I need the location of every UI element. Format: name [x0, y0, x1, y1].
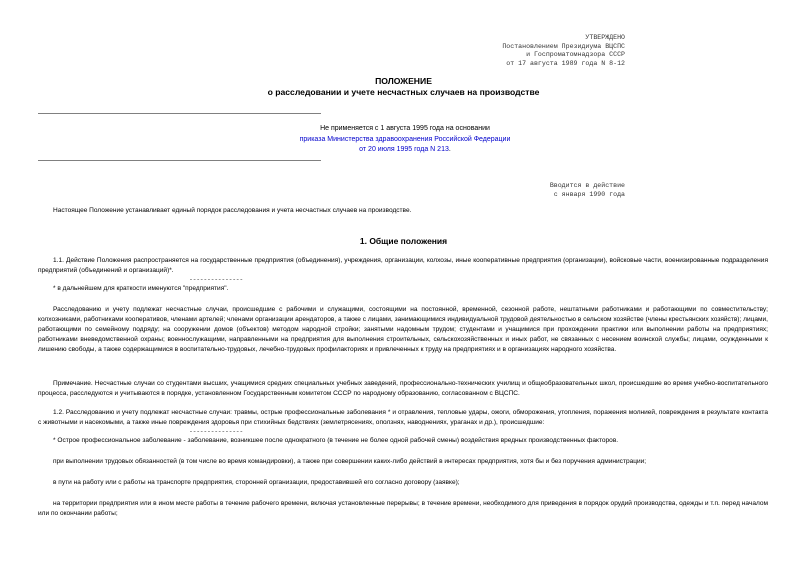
title-main: ПОЛОЖЕНИЕ	[375, 76, 432, 86]
approval-line: от 17 августа 1989 года N 8-12	[506, 59, 625, 67]
footnote-1: * в дальнейшем для краткости именуются "предприятия".	[53, 285, 229, 292]
divider-top	[38, 113, 321, 114]
footnote-separator: ---------------	[189, 276, 244, 283]
notice-link-date[interactable]: от 20 июля 1995 года N 213	[359, 146, 449, 153]
notice-text: Не применяется с 1 августа 1995 года на основании	[320, 125, 490, 132]
document-title	[0, 76, 807, 98]
paragraph-duties: при выполнении трудовых обязанностей (в том числе во время командировки), а также при совершении каких-либо действий в интересах предприятия, хотя бы и без поручения администрации;	[53, 458, 647, 465]
footnote-separator: ---------------	[189, 428, 244, 435]
title-sub: о расследовании и учете несчастных случаев на производстве	[267, 87, 540, 97]
paragraph-1-1: 1.1. Действие Положения распространяется на государственные предприятия (объединения), учреждения, организации, колхозы, иные кооперативные предприятия (организации), войсковые части, военизированные подразделения предприятий (объединений и организаций)*.	[38, 257, 768, 274]
approval-block	[502, 34, 625, 68]
effective-line: Вводится в действие	[549, 182, 625, 189]
divider-bottom	[38, 160, 321, 161]
approval-line: и Госпроматомнадзора СССР	[526, 51, 625, 59]
paragraph-investigation: Расследованию и учету подлежат несчастные случаи, происшедшие с рабочими и служащими, состоящими на постоянной, временной, сезонной работе, нештатными работниками и работающими по совместительству; колхозниками, работниками кооперативов, членами артелей; членами организации арендаторов, а также с лицами, занимающимися индивидуальной трудовой деятельностью в сельском хозяйстве (члены крестьянских хозяйств); лицами, работающими по семейному подряду; на сооружении домов (объектов) методом народной стройки; занятыми надомным трудом; студентами и учащимися при прохождении практики или выполнении работы на предприятиях; работниками вневедомственной охраны; военнослужащими, направленными на предприятия для выполнения строительных, сельскохозяйственных и иных работ, не связанных с несением воинской службы; лицами, осужденными к лишению свободы, а также содержащимися в воспитательно-трудовых, лечебно-трудовых профилакториях и привлеченных к труду на предприятиях и в организациях народного хозяйства.	[38, 306, 768, 353]
section-heading: 1. Общие положения	[359, 236, 448, 246]
effective-line: с января 1990 года	[553, 190, 625, 198]
paragraph-territory: на территории предприятия или в ином месте работы в течение рабочего времени, включая установленные перерывы; в течение времени, необходимого для приведения в порядок орудий производства, одежды и т.п. перед началом или по окончании работы;	[38, 500, 768, 517]
intro-paragraph: Настоящее Положение устанавливает единый порядок расследования и учета несчастных случаев на производстве.	[53, 207, 412, 214]
notice-link-tail: .	[448, 146, 451, 153]
paragraph-transport: в пути на работу или с работы на транспорте предприятия, сторонней организации, предоставившей его согласно договору (заявке);	[53, 479, 460, 486]
status-notice	[248, 124, 562, 156]
paragraph-1-2: 1.2. Расследованию и учету подлежат несчастные случаи: травмы, острые профессиональные заболевания * и отравления, тепловые удары, ожоги, обморожения, утопления, поражения молнией, повреждения в результате контакта с животными и насекомыми, а также иные повреждения здоровья при стихийных бедствиях (землетрясениях, оползнях, наводнениях, ураганах и др.), происшедшие:	[38, 409, 768, 426]
paragraph-note: Примечание. Несчастные случаи со студентами высших, учащимися средних специальных учебных заведений, профессионально-технических училищ и общеобразовательных школ, происшедшие во время учебно-воспитательного процесса, расследуются и учитываются в порядке, установленном Государственным комитетом СССР по народному образованию, согласованном с ВЦСПС.	[38, 380, 768, 397]
approval-line: Постановлением Президиума ВЦСПС	[502, 42, 625, 50]
footnote-2: * Острое профессиональное заболевание - заболевание, возникшее после однократного (в течение не более одной рабочей смены) воздействия вредных производственных факторов.	[53, 437, 619, 444]
notice-link-order[interactable]: приказа Министерства здравоохранения Российской Федерации	[299, 135, 511, 143]
approval-line: УТВЕРЖДЕНО	[585, 34, 625, 41]
effective-date-block	[550, 182, 625, 199]
